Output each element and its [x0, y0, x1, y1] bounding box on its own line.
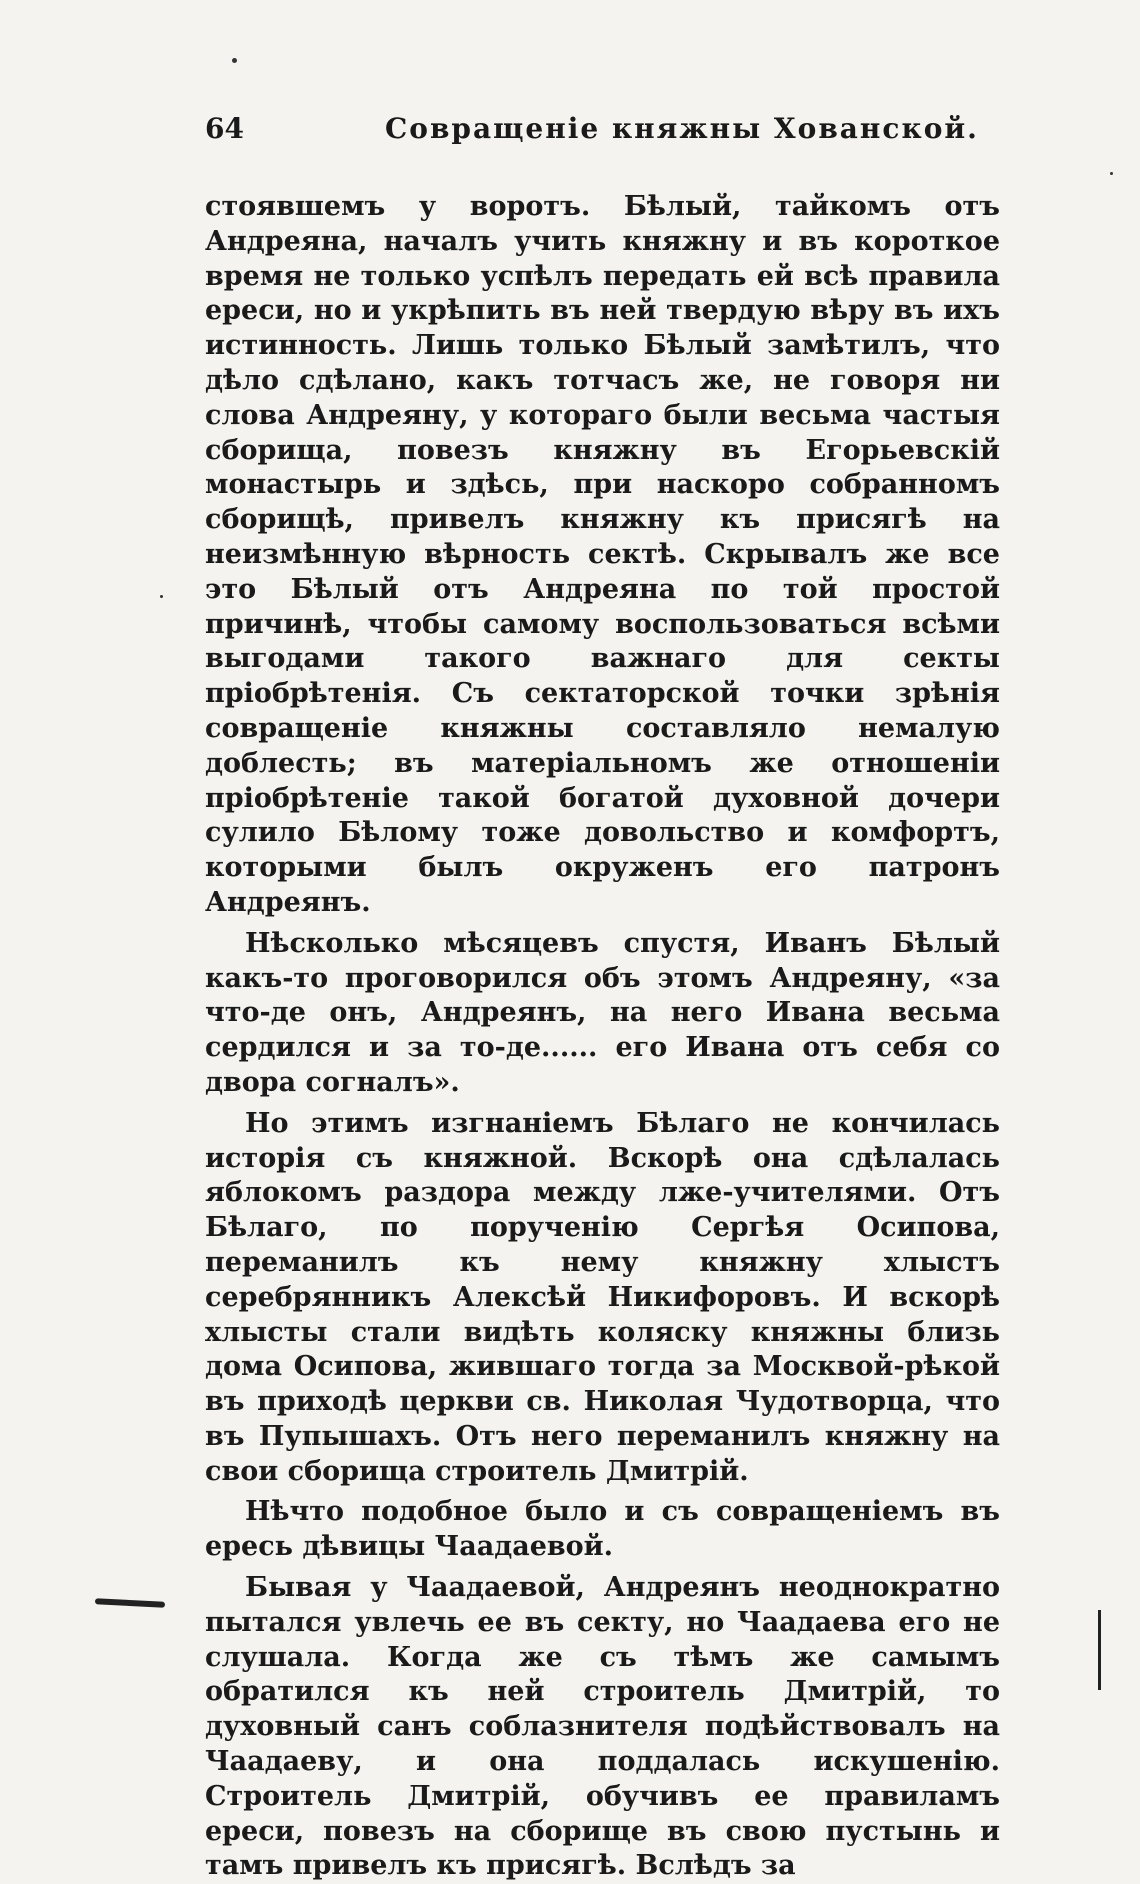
scan-speck [1110, 172, 1113, 175]
paragraph: Нѣсколько мѣсяцевъ спустя, Иванъ Бѣлый какъ-то проговорился объ этомъ Андреяну, «за что-де онъ, Андреянъ, на него Ивана весьма сердился и за то-де...... его Ивана отъ себя со двора согналъ». [205, 927, 1000, 1098]
scan-speck [232, 58, 237, 63]
running-head [205, 112, 995, 152]
paragraph: Но этимъ изгнаніемъ Бѣлаго не кончилась исторія съ княжной. Вскорѣ она сдѣлалась яблокомъ раздора между лже-учителями. Отъ Бѣлаго, по порученію Сергѣя Осипова, переманилъ къ нему княжну хлыстъ серебрянникъ Алексѣй Никифоровъ. И вскорѣ хлысты стали видѣть коляску княжны близь дома Осипова, жившаго тогда за Москвой-рѣкой въ приходѣ церкви св. Николая Чудотворца, что въ Пупышахъ. Отъ него переманилъ княжну на свои сборища строитель Дмитрій. [205, 1107, 1000, 1487]
paragraph: Нѣчто подобное было и съ совращеніемъ въ ересь дѣвицы Чаадаевой. [205, 1496, 1000, 1563]
scan-mark [95, 1598, 165, 1608]
scan-edge-line [1098, 1610, 1101, 1690]
scan-speck [160, 595, 163, 598]
page-number: 64 [205, 112, 244, 145]
running-title: Совращеніе княжны Хованской. [385, 112, 979, 145]
paragraph: Бывая у Чаадаевой, Андреянъ неоднократно пытался увлечь ее въ секту, но Чаадаева его не слушала. Когда же съ тѣмъ же самымъ обратился къ ней строитель Дмитрій, то духовный санъ соблазнителя подѣйствовалъ на Чаадаеву, и она поддалась искушенію. Строитель Дмитрій, обучивъ ее правиламъ ереси, повезъ на сборище въ свою пустынь и тамъ привелъ къ присягѣ. Вслѣдъ за [205, 1572, 1000, 1882]
text-body [205, 190, 1000, 1884]
paragraph-continuation: стоявшемъ у воротъ. Бѣлый, тайкомъ отъ Андреяна, началъ учить княжну и въ короткое время не только успѣлъ передать ей всѣ правила ереси, но и укрѣпить въ ней твердую вѣру въ ихъ истинность. Лишь только Бѣлый замѣтилъ, что дѣло сдѣлано, какъ тотчасъ же, не говоря ни слова Андреяну, у котораго были весьма частыя сборища, повезъ княжну въ Егорьевскій монастырь и здѣсь, при наскоро собранномъ сборищѣ, привелъ княжну къ присягѣ на неизмѣнную вѣрность сектѣ. Скрывалъ же все это Бѣлый отъ Андреяна по той простой причинѣ, чтобы самому воспользоваться всѣми выгодами такого важнаго для секты пріобрѣтенія. Съ сектаторской точки зрѣнія совращеніе княжны составляло немалую доблесть; въ матеріальномъ же отношеніи пріобрѣтеніе такой богатой духовной дочери сулило Бѣлому тоже довольство и комфортъ, которыми былъ окруженъ его патронъ Андреянъ. [205, 191, 1000, 918]
